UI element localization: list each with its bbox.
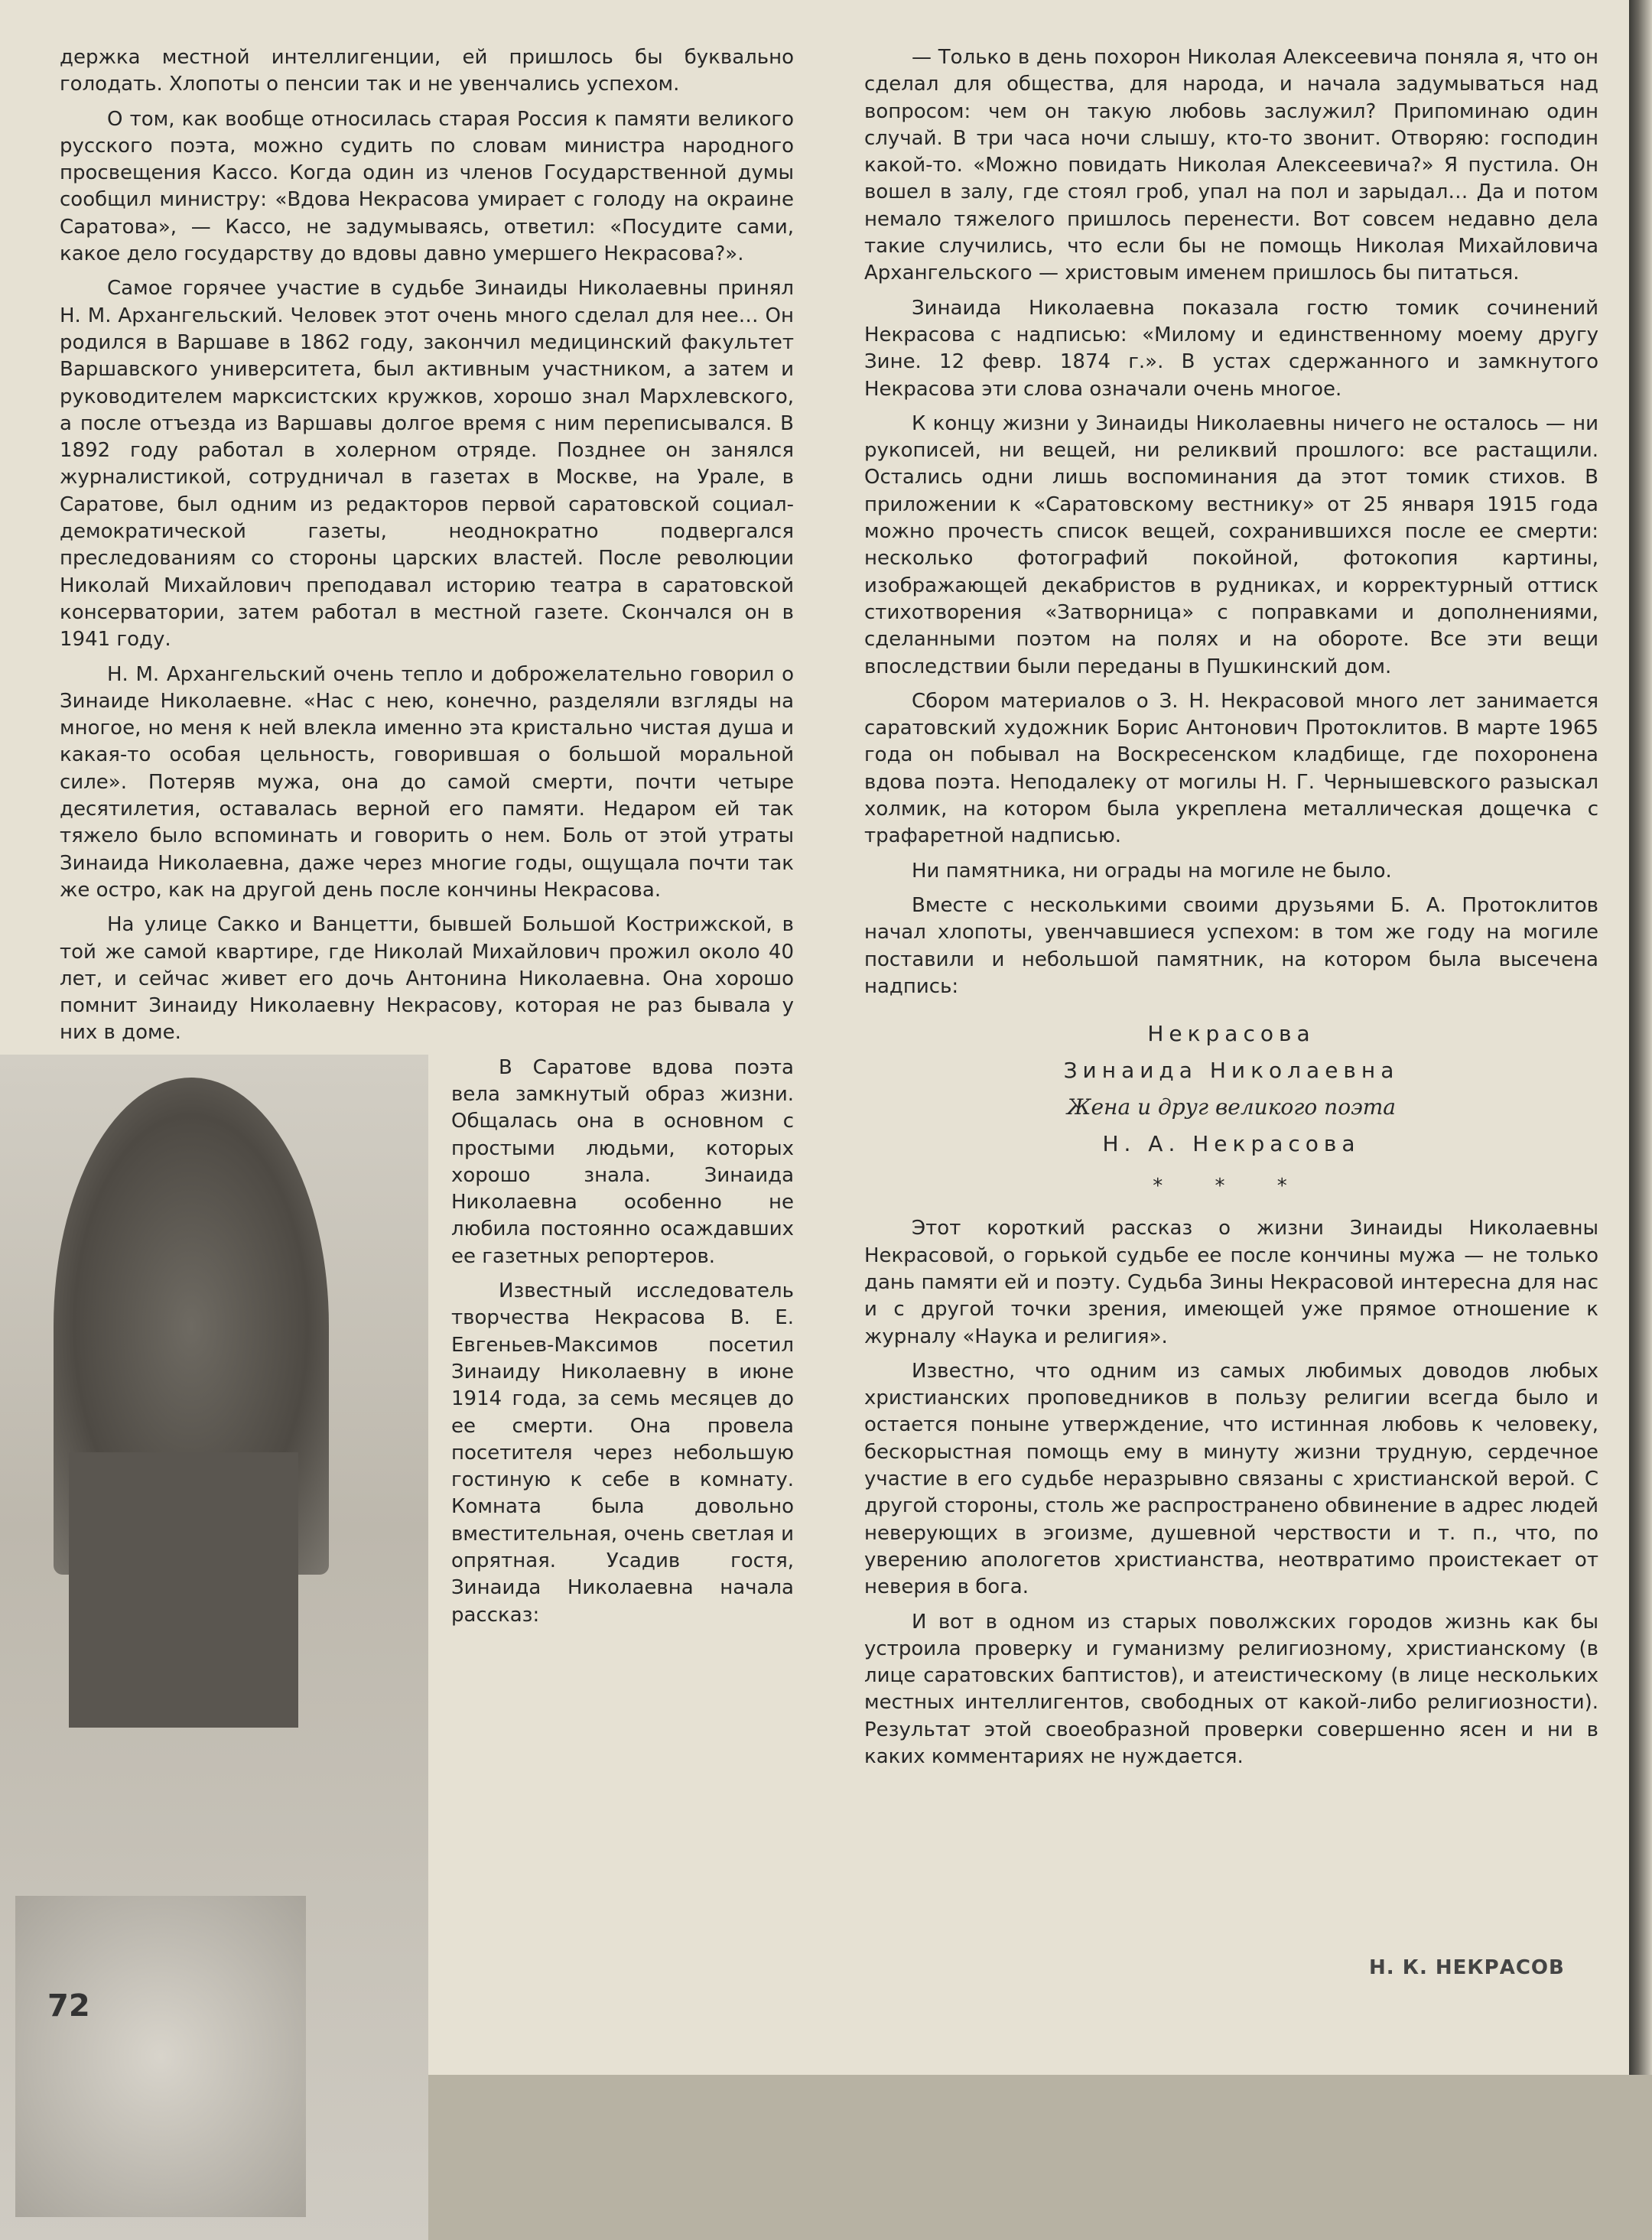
left-column (60, 44, 794, 2240)
paragraph: И вот в одном из старых поволжских городов жизнь как бы устроила проверку и гуманизму религиозному, христианскому (в лице саратовских баптистов), и атеистическому (в лице нескольких местных интеллигентов, свободных от какой-либо религиозности). Результат этой своеобразной проверки совершенно ясен и ни в каких комментариях не нуждается. (864, 1610, 1598, 1769)
paragraph: О том, как вообще относилась старая Россия к памяти великого русского поэта, можно судить по словам министра народного просвещения Кассо. Когда один из членов Государственной думы сообщил министру: «Вдова Некрасова умирает с голоду на окраине Саратова», — Кассо, не задумываясь, ответил: «Посудите сами, какое дело государству до вдовы давно умершего Некрасова?». (60, 107, 794, 266)
paragraph: Зинаида Николаевна показала гостю томик сочинений Некрасова с надписью: «Милому и единственному моему другу Зине. 12 февр. 1874 г.». В устах сдержанного и замкнутого Некрасова эти слова означали очень многое. (864, 296, 1598, 401)
grave-inscription (864, 1016, 1598, 1162)
article-author: Н. К. НЕКРАСОВ (1369, 1956, 1565, 1979)
inscription-poet-name: Н. А. Некрасова (1102, 1131, 1361, 1157)
paragraph: держка местной интеллигенции, ей пришлось бы буквально голодать. Хлопоты о пенсии так и не увенчались успехом. (60, 46, 794, 96)
paragraph: Известно, что одним из самых любимых доводов любых христианских проповедников в пользу религии всегда было и остается поныне утверждение, что истинная любовь к человеку, бескорыстная помощь ему в минуту жизни трудную, сердечное участие в его судьбе неразрывно связаны с христианской верой. С другой стороны, столь же распространено обвинение в адрес людей неверующих в эгоизме, душевной черствости и т. п., что, по уверению апологетов христианства, неотвратимо проистекает от неверия в бога. (864, 1359, 1598, 1599)
inscription-epitaph: Жена и друг великого поэта (1067, 1094, 1396, 1120)
inscription-name: Зинаида Николаевна (1063, 1058, 1400, 1084)
paragraph: На улице Сакко и Ванцетти, бывшей Большой Кострижской, в той же самой квартире, где Николай Михайлович прожил около 40 лет, и сейчас живет его дочь Антонина Николаевна. Она хорошо помнит Зинаиду Николаевну Некрасову, которая не раз бывала у них в доме. (60, 913, 794, 1045)
adjacent-page-edge (1629, 0, 1652, 2075)
paragraph: Сбором материалов о З. Н. Некрасовой много лет занимается саратовский художник Борис Антонович Протоклитов. В марте 1965 года он побывал на Воскресенском кладбище, где похоронена вдова поэта. Неподалеку от могилы Н. Г. Чернышевского разыскал холмик, на котором была укреплена металлическая дощечка с трафаретной надписью. (864, 689, 1598, 848)
paragraph: Ни памятника, ни ограды на могиле не было. (912, 859, 1392, 883)
photo-flowers-area (15, 1896, 306, 2217)
paragraph: В Саратове вдова поэта вела замкнутый образ жизни. Общалась она в основном с простыми людьми, которых хорошо знала. Зинаида Николаевна особенно не любила постоянно осаждавших ее газетных репортеров. (451, 1055, 794, 1268)
paragraph: — Только в день похорон Николая Алексеевича поняла я, что он сделал для общества, для народа, и начала задумываться над вопросом: чем он такую любовь заслужил? Припоминаю один случай. В три часа ночи слышу, кто-то звонит. Отворяю: господин какой-то. «Можно повидать Николая Алексеевича?» Я пустила. Он вошел в залу, где стоял гроб, упал на пол и зарыдал… Да и потом немало тяжелого пришлось перенести. Вот совсем недавно дела такие случились, что если бы не помощь Николая Михайловича Архангельского — христовым именем пришлось бы питаться. (864, 46, 1598, 285)
page-number: 72 (47, 1988, 90, 2024)
paragraph: Этот короткий рассказ о жизни Зинаиды Николаевны Некрасовой, о горькой судьбе ее после кончины мужа — не только дань памяти ей и поэту. Судьба Зины Некрасовой интересна для нас и с другой точки зрения, имеющей уже прямое отношение к журналу «Наука и религия». (864, 1217, 1598, 1348)
paragraph: К концу жизни у Зинаиды Николаевны ничего не осталось — ни рукописей, ни вещей, ни реликвий прошлого: все растащили. Остались одни лишь воспоминания да этот томик стихов. В приложении к «Саратовскому вестнику» от 25 января 1915 года можно прочесть список вещей, сохранившихся после ее смерти: несколько фотографий покойной, фотокопия картины, изображающей декабристов в рудниках, и корректурный оттиск стихотворения «Затворница» с поправками и дополнениями, сделанными поэтом на полях и на обороте. Все эти вещи впоследствии были переданы в Пушкинский дом. (864, 411, 1598, 678)
section-separator: * * * (1153, 1175, 1310, 1198)
paragraph: Н. М. Архангельский очень тепло и доброжелательно говорил о Зинаиде Николаевне. «Нас с нею, конечно, разделяли взгляды на многое, но меня к ней влекла именно эта кристально чистая душа и какая-то особая цельность, говорившая о большой моральной силе». Потеряв мужа, она до самой смерти, почти четыре десятилетия, оставалась верной его памяти. Недаром ей так тяжело было вспоминать и говорить о нем. Боль от этой утраты Зинаида Николаевна, даже через многие годы, ощущала почти так же остро, как на другой день после кончины Некрасова. (60, 662, 794, 902)
right-column (864, 44, 1598, 1778)
gravestone-photo (0, 1055, 428, 2240)
inscription-surname: Некрасова (1147, 1021, 1315, 1047)
paragraph: Известный исследователь творчества Некрасова В. Е. Евгеньев-Максимов посетил Зинаиду Николаевну в июне 1914 года, за семь месяцев до ее смерти. Она провела посетителя через небольшую гостиную к себе в комнату. Комната была довольно вместительная, очень светлая и опрятная. Усадив гостя, Зинаида Николаевна начала рассказ: (451, 1279, 794, 1627)
paragraph: Вместе с несколькими своими друзьями Б. А. Протоклитов начал хлопоты, увенчавшиеся успехом: в том же году на могиле поставили и небольшой памятник, на котором была высечена надпись: (864, 893, 1598, 998)
paragraph: Самое горячее участие в судьбе Зинаиды Николаевны принял Н. М. Архангельский. Человек этот очень много сделал для нее… Он родился в Варшаве в 1862 году, закончил медицинский факультет Варшавского университета, был активным участником, а затем и руководителем марксистских кружков, хорошо знал Мархлевского, а после отъезда из Варшавы долгое время с ним переписывался. В 1892 году работал в холерном отряде. Позднее он занялся журналистикой, сотрудничал в газетах в Москве, на Урале, в Саратове, был одним из редакторов первой саратовской социал-демократической газеты, неоднократно подвергался преследованиям со стороны царских властей. После революции Николай Михайлович преподавал историю театра в саратовской консерватории, затем работал в местной газете. Скончался он в 1941 году. (60, 277, 794, 652)
photo-stone-area (69, 1452, 298, 1728)
